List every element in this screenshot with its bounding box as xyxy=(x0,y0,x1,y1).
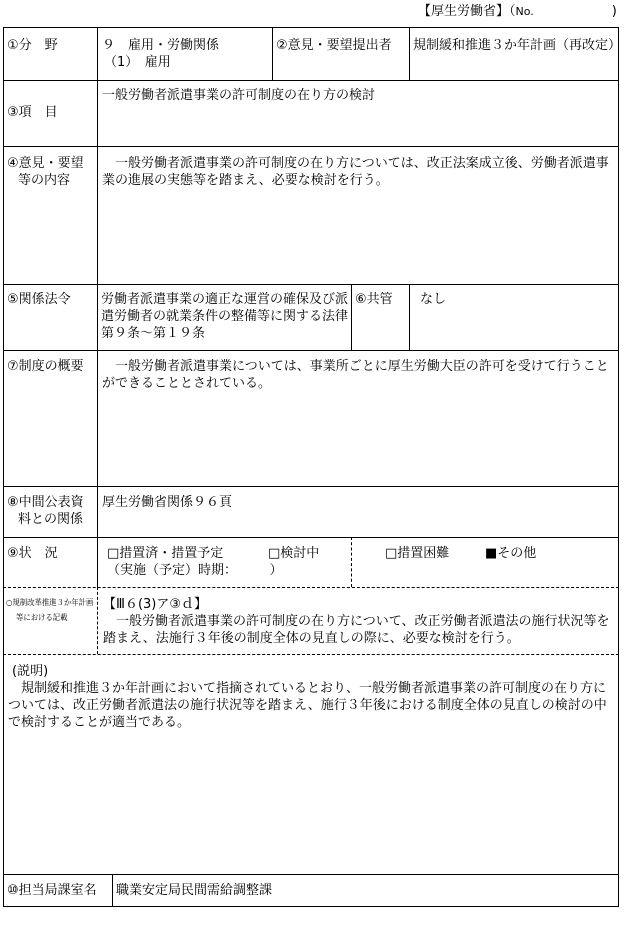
item-value: 一般労働者派遣事業の許可制度の在り方の検討 xyxy=(102,88,376,103)
label-column-divider-dashed xyxy=(97,587,98,654)
plan-description-value: 一般労働者派遣事業の許可制度の在り方について、改正労働者派遣法の施行状況等を踏まえ、法施行３年後の制度全体の見直しの際に、必要な検討を行う。 xyxy=(103,614,610,646)
request-label-line2: 等の内容 xyxy=(18,173,71,188)
field-value-line1: ９ 雇用・労働関係 xyxy=(102,38,220,53)
submitter-value: 規制緩和推進３か年計画（再改定） xyxy=(413,38,622,53)
row-divider xyxy=(3,350,619,351)
status-divider-dashed xyxy=(351,537,352,587)
label-column-divider xyxy=(97,27,98,587)
row-divider xyxy=(3,146,619,147)
interim-material-label-line2: 料との関係 xyxy=(18,512,84,527)
request-content: 一般労働者派遣事業の許可制度の在り方については、改正法案成立後、労働者派遣事業の進展の実態等を踏まえ、必要な検討を行う。 xyxy=(102,156,609,188)
status-option-under-review: □検討中 xyxy=(268,546,320,561)
responsible-bureau-value: 職業安定局民間需給調整課 xyxy=(116,883,273,898)
interim-material-label-line1: ⑧中間公表資 xyxy=(7,495,84,510)
submitter-label: ②意見・要望提出者 xyxy=(276,38,392,53)
system-overview-value: 一般労働者派遣事業については、事業所ごとに厚生労働大臣の許可を受けて行うことができることとされている。 xyxy=(102,359,609,391)
plan-description-label-line2: 等における記載 xyxy=(16,613,68,622)
number-blank: ) xyxy=(533,4,617,19)
row-divider xyxy=(3,537,619,538)
row-divider xyxy=(3,486,619,487)
explanation-heading: (説明) xyxy=(12,664,49,679)
row-divider xyxy=(3,874,619,875)
system-overview-label: ⑦制度の概要 xyxy=(7,359,84,374)
column-divider xyxy=(409,27,410,80)
ministry-label: 【厚生労働省】（ xyxy=(418,4,516,19)
table-left-border xyxy=(3,27,4,907)
row-divider xyxy=(3,80,619,81)
row-divider-dashed xyxy=(3,654,619,655)
related-law-value: 労働者派遣事業の適正な運営の確保及び派遣労働者の就業条件の整備等に関する法律第９条～第１９条 xyxy=(101,292,349,341)
explanation-value: 規制緩和推進３か年計画において指摘されているとおり、一般労働者派遣事業の許可制度の在り方については、改正労働者派遣法の施行状況等を踏まえ、施行３年後における制度全体の見直しの検討の中で検討することが適当である。 xyxy=(8,681,607,730)
status-option-difficult: □措置困難 xyxy=(385,546,450,561)
table-right-border xyxy=(618,27,619,907)
joint-jurisdiction-label: ⑥共管 xyxy=(355,292,393,307)
related-law-label: ⑤関係法令 xyxy=(7,292,71,307)
field-value-line2: （1） 雇用 xyxy=(104,55,171,70)
column-divider xyxy=(272,27,273,80)
status-label: ⑨状 況 xyxy=(7,546,58,561)
number-label: No. xyxy=(515,5,534,18)
field-label: ①分 野 xyxy=(7,38,58,53)
table-top-border xyxy=(3,27,619,28)
column-divider xyxy=(112,874,113,906)
column-divider xyxy=(351,284,352,350)
status-option-implemented: □措置済・措置予定 xyxy=(107,546,224,561)
responsible-bureau-label: ⑩担当局課室名 xyxy=(7,883,97,898)
request-label-line1: ④意見・要望 xyxy=(7,156,84,171)
interim-material-value: 厚生労働省関係９６頁 xyxy=(102,495,233,510)
column-divider xyxy=(409,284,410,350)
plan-reference: 【Ⅲ６(3)ア③ｄ】 xyxy=(103,597,208,612)
ministry-header xyxy=(418,3,617,20)
row-divider xyxy=(3,284,619,285)
status-option-other: ■その他 xyxy=(485,546,537,561)
item-label: ③項 目 xyxy=(7,105,58,120)
row-divider-dashed xyxy=(3,587,619,588)
table-bottom-border xyxy=(3,906,619,907)
joint-jurisdiction-value: なし xyxy=(420,292,447,307)
plan-description-label-line1: ○規制改革推進３か年計画 xyxy=(6,598,94,607)
status-option-implemented-date: （実施（予定）時期： ） xyxy=(107,563,283,578)
